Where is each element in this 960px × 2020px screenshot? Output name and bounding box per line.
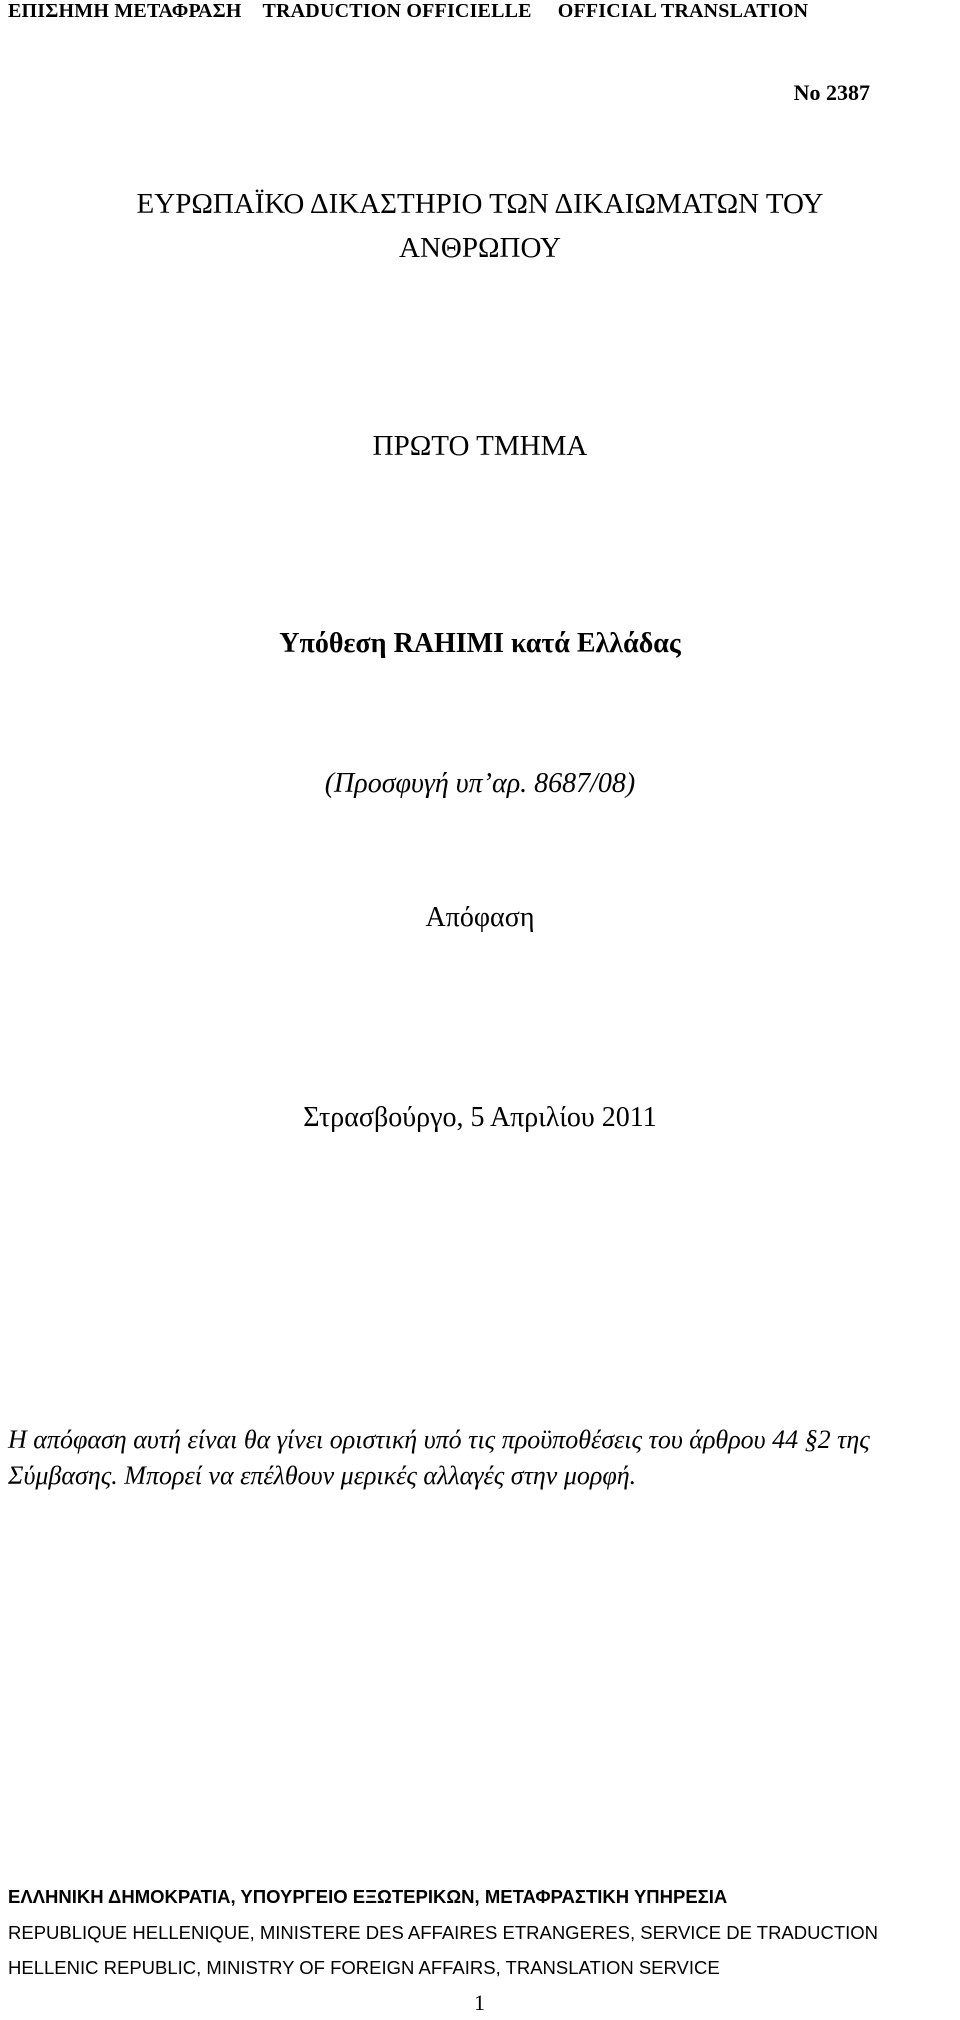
document-type: Απόφαση <box>425 902 535 933</box>
page-number: 1 <box>474 1990 485 2015</box>
place-and-date: Στρασβούργο, 5 Απριλίου 2011 <box>303 1102 657 1133</box>
translation-number: No 2387 <box>793 80 870 105</box>
court-section: ΠΡΩΤΟ ΤΜΗΜΑ <box>372 430 588 462</box>
court-title: ΕΥΡΩΠΑΪΚΟ ΔΙΚΑΣΤΗΡΙΟ ΤΩΝ ΔΙΚΑΙΩΜΑΤΩΝ ΤΟΥ ΑΝΘΡΩΠΟΥ <box>136 188 824 264</box>
footer-french: REPUBLIQUE HELLENIQUE, MINISTERE DES AFFAIRES ETRANGERES, SERVICE DE TRADUCTION <box>8 1922 879 1943</box>
official-translation-header: ΕΠΙΣΗΜΗ ΜΕΤΑΦΡΑΣΗ TRADUCTION OFFICIELLE OFFICIAL TRANSLATION <box>8 0 809 22</box>
footer-greek: ΕΛΛΗΝΙΚΗ ΔΗΜΟΚΡΑΤΙΑ, ΥΠΟΥΡΓΕΙΟ ΕΞΩΤΕΡΙΚΩΝ, ΜΕΤΑΦΡΑΣΤΙΚΗ ΥΠΗΡΕΣΙΑ <box>8 1886 728 1907</box>
case-name: Υπόθεση RAHIMI κατά Ελλάδας <box>279 628 681 659</box>
application-number: (Προσφυγή υπ’αρ. 8687/08) <box>324 768 636 799</box>
finality-notice: Η απόφαση αυτή είναι θα γίνει οριστική υπό τις προϋποθέσεις του άρθρου 44 §2 της Σύμβασης. Μπορεί να επέλθουν μερικές αλλαγές στην μορφή. <box>8 1425 870 1490</box>
footer-english: HELLENIC REPUBLIC, MINISTRY OF FOREIGN AFFAIRS, TRANSLATION SERVICE <box>8 1957 720 1978</box>
